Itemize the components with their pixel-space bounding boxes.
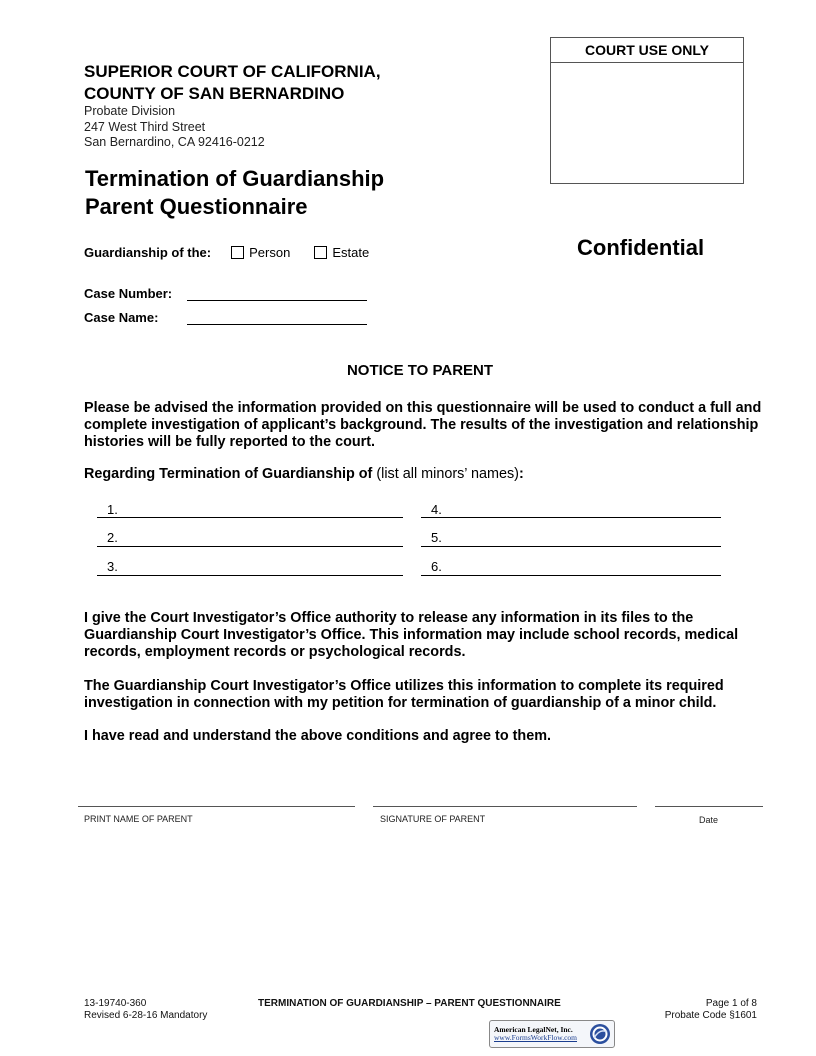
form-title-line2: Parent Questionnaire bbox=[85, 194, 308, 219]
notice-paragraph-3: The Guardianship Court Investigator’s Office utilizes this information to complete its required investigation in connection with my petition for termination of guardianship of a minor child. bbox=[84, 678, 724, 711]
footer-left bbox=[84, 998, 207, 1022]
minor-name-field-4[interactable] bbox=[421, 502, 721, 518]
regarding-colon: : bbox=[518, 466, 524, 482]
page-number: Page 1 of 8 bbox=[705, 998, 757, 1009]
notice-paragraph-2: I give the Court Investigator’s Office authority to release any information in its files to the Guardianship Court Investigator’s Office. This information may include school records, medical records, employment records or psychological records. bbox=[84, 610, 739, 660]
court-name-line1: SUPERIOR COURT OF CALIFORNIA, bbox=[84, 62, 381, 81]
print-name-field[interactable] bbox=[78, 806, 355, 807]
court-address bbox=[84, 104, 265, 151]
court-use-only-label: COURT USE ONLY bbox=[551, 38, 743, 63]
minor-number-2: 2. bbox=[107, 530, 118, 545]
guardianship-label: Guardianship of the: bbox=[84, 245, 212, 260]
notice-title: NOTICE TO PARENT bbox=[346, 362, 494, 379]
form-title-line1: Termination of Guardianship bbox=[85, 166, 385, 191]
court-name-line2: COUNTY OF SAN BERNARDINO bbox=[84, 84, 345, 103]
revised-date: Revised 6-28-16 Mandatory bbox=[84, 1010, 208, 1021]
court-use-only-box bbox=[550, 37, 744, 184]
probate-code: Probate Code §1601 bbox=[664, 1010, 757, 1021]
case-name-label: Case Name: bbox=[84, 310, 159, 325]
court-street: 247 West Third Street bbox=[84, 119, 206, 134]
footer-right bbox=[640, 998, 757, 1022]
minor-number-3: 3. bbox=[107, 559, 118, 574]
regarding-label: Regarding Termination of Guardianship of bbox=[84, 466, 373, 482]
person-checkbox[interactable] bbox=[231, 246, 244, 259]
american-legalnet-logo bbox=[489, 1020, 615, 1048]
logo-company: American LegalNet, Inc. bbox=[494, 1024, 573, 1034]
date-field[interactable] bbox=[655, 806, 763, 807]
case-number-field[interactable] bbox=[187, 300, 367, 301]
minor-number-6: 6. bbox=[431, 559, 442, 574]
print-name-label: PRINT NAME OF PARENT bbox=[84, 814, 193, 824]
estate-option-label: Estate bbox=[332, 245, 370, 260]
person-option[interactable] bbox=[231, 245, 290, 260]
minor-name-field-6[interactable] bbox=[421, 559, 721, 576]
estate-checkbox[interactable] bbox=[314, 246, 327, 259]
form-title bbox=[85, 165, 384, 221]
footer-title: TERMINATION OF GUARDIANSHIP – PARENT QUESTIONNAIRE bbox=[258, 998, 561, 1009]
signature-label: SIGNATURE OF PARENT bbox=[380, 814, 486, 824]
regarding-hint: (list all minors’ names) bbox=[376, 466, 519, 482]
form-number: 13-19740-360 bbox=[84, 998, 147, 1009]
person-option-label: Person bbox=[249, 245, 291, 260]
minor-number-1: 1. bbox=[107, 502, 118, 517]
guardianship-row bbox=[84, 245, 369, 260]
regarding-line bbox=[84, 466, 524, 482]
minor-number-5: 5. bbox=[431, 530, 442, 545]
minor-name-field-1[interactable] bbox=[97, 502, 403, 518]
court-city: San Bernardino, CA 92416-0212 bbox=[84, 135, 265, 149]
date-label: Date bbox=[699, 815, 719, 825]
logo-url: www.FormsWorkFlow.com bbox=[494, 1033, 578, 1042]
confidential-label: Confidential bbox=[577, 235, 705, 260]
court-division: Probate Division bbox=[84, 104, 176, 118]
minor-name-field-2[interactable] bbox=[97, 530, 403, 547]
estate-option[interactable] bbox=[314, 245, 369, 260]
notice-paragraph-1: Please be advised the information provided on this questionnaire will be used to conduct a full and complete investigation of applicant’s background. The results of the investigation and relationship histories will be fully reported to the court. bbox=[84, 400, 762, 450]
notice-paragraph-4: I have read and understand the above conditions and agree to them. bbox=[84, 728, 551, 744]
minor-number-4: 4. bbox=[431, 502, 442, 517]
case-name-field[interactable] bbox=[187, 324, 367, 325]
minor-name-field-5[interactable] bbox=[421, 530, 721, 547]
case-number-label: Case Number: bbox=[84, 286, 173, 301]
globe-icon bbox=[588, 1022, 612, 1046]
signature-field[interactable] bbox=[373, 806, 637, 807]
court-name bbox=[84, 61, 381, 105]
minor-name-field-3[interactable] bbox=[97, 559, 403, 576]
